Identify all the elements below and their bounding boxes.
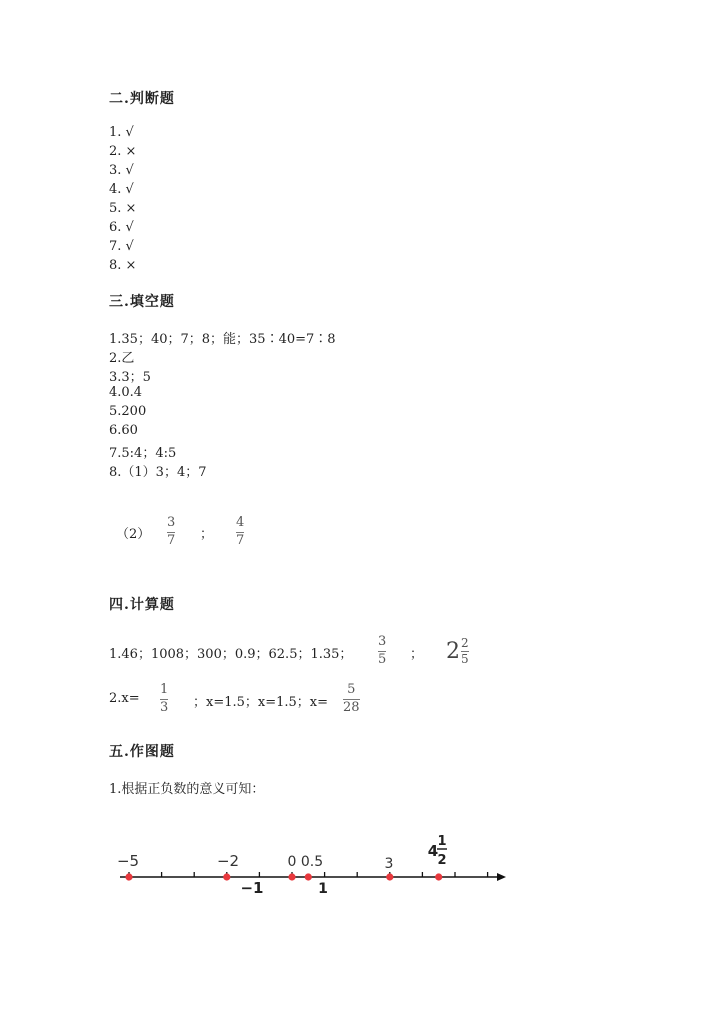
judge-answer: 2. × (109, 144, 137, 159)
label-minus-five: −5 (116, 852, 140, 870)
number-line-ticks (129, 872, 488, 877)
label-half-denominator: 2 (437, 853, 447, 868)
fill-answer: 7.5:4；4:5 (109, 446, 177, 461)
label-three: 3 (384, 856, 394, 872)
judge-answer: 7. √ (109, 239, 134, 254)
label-minus-two: −2 (216, 852, 240, 870)
fraction-denominator: 5 (378, 652, 387, 667)
fill-answer: 8.（1）3；4；7 (109, 465, 207, 480)
calc-line1-separator: ； (410, 647, 424, 662)
number-line-point (223, 873, 230, 880)
fraction-one-third (160, 683, 168, 715)
number-line-points (125, 873, 442, 880)
judge-answer: 6. √ (109, 220, 134, 235)
section-title-judge: 二.判断题 (109, 91, 175, 107)
fraction-denominator: 7 (167, 533, 176, 548)
mixed-fraction (461, 637, 469, 665)
fill-answer: 3.3；5 (109, 370, 151, 385)
mixed-number-two-and-two-fifths (446, 637, 469, 665)
fill-answer: 5.200 (109, 404, 147, 419)
number-line-arrowhead (497, 873, 506, 881)
calc-line1-text: 1.46；1008；300；0.9；62.5；1.35； (109, 647, 353, 662)
fill-answer: 2.乙 (109, 351, 135, 366)
judge-answer: 5. × (109, 201, 137, 216)
fraction-five-twentyeighths (343, 683, 360, 715)
judge-answer: 4. √ (109, 182, 134, 197)
fraction-denominator: 3 (160, 700, 169, 715)
number-line-point (386, 873, 393, 880)
fraction-denominator: 7 (236, 533, 245, 548)
label-minus-one: −1 (240, 879, 264, 897)
label-zero-point-five: 0.5 (300, 854, 324, 870)
fraction-four-sevenths (236, 516, 244, 548)
fill-answer: 6.60 (109, 423, 138, 438)
fraction-numerator: 3 (167, 515, 176, 530)
label-one: 1 (318, 881, 328, 897)
number-line-point (125, 873, 132, 880)
section-title-calc: 四.计算题 (109, 597, 175, 613)
judge-answer: 1. √ (109, 125, 134, 140)
fill-answer: 1.35；40；7；8；能；35∶40=7∶8 (109, 332, 336, 347)
fraction-numerator: 3 (378, 634, 387, 649)
label-zero: 0 (287, 854, 297, 870)
fraction-numerator: 4 (236, 515, 245, 530)
mixed-whole: 2 (446, 638, 460, 664)
fraction-three-sevenths (167, 516, 175, 548)
fraction-numerator: 1 (160, 682, 169, 697)
draw-line1: 1.根据正负数的意义可知： (109, 782, 265, 797)
number-line-point (288, 873, 295, 880)
calc-line2-prefix: 2.x= (109, 691, 140, 706)
label-half-numerator: 1 (437, 834, 447, 849)
fill-part2-label: （2） (116, 527, 151, 542)
fraction-numerator: 5 (347, 682, 356, 697)
fraction-denominator: 5 (461, 652, 469, 666)
section-title-draw: 五.作图题 (109, 744, 175, 760)
number-line-point (305, 873, 312, 880)
number-line-point (435, 873, 442, 880)
calc-line2-middle: ；x=1.5；x=1.5；x= (193, 695, 329, 710)
fill-answer: 4.0.4 (109, 385, 143, 400)
judge-answer: 8. × (109, 258, 137, 273)
section-title-fill: 三.填空题 (109, 294, 175, 310)
fraction-three-fifths (378, 635, 386, 667)
fraction-numerator: 2 (461, 636, 469, 650)
fill-part2-separator: ； (200, 527, 214, 542)
fraction-denominator: 28 (343, 700, 360, 715)
judge-answer: 3. √ (109, 163, 134, 178)
label-four-whole: 4 (427, 842, 439, 860)
